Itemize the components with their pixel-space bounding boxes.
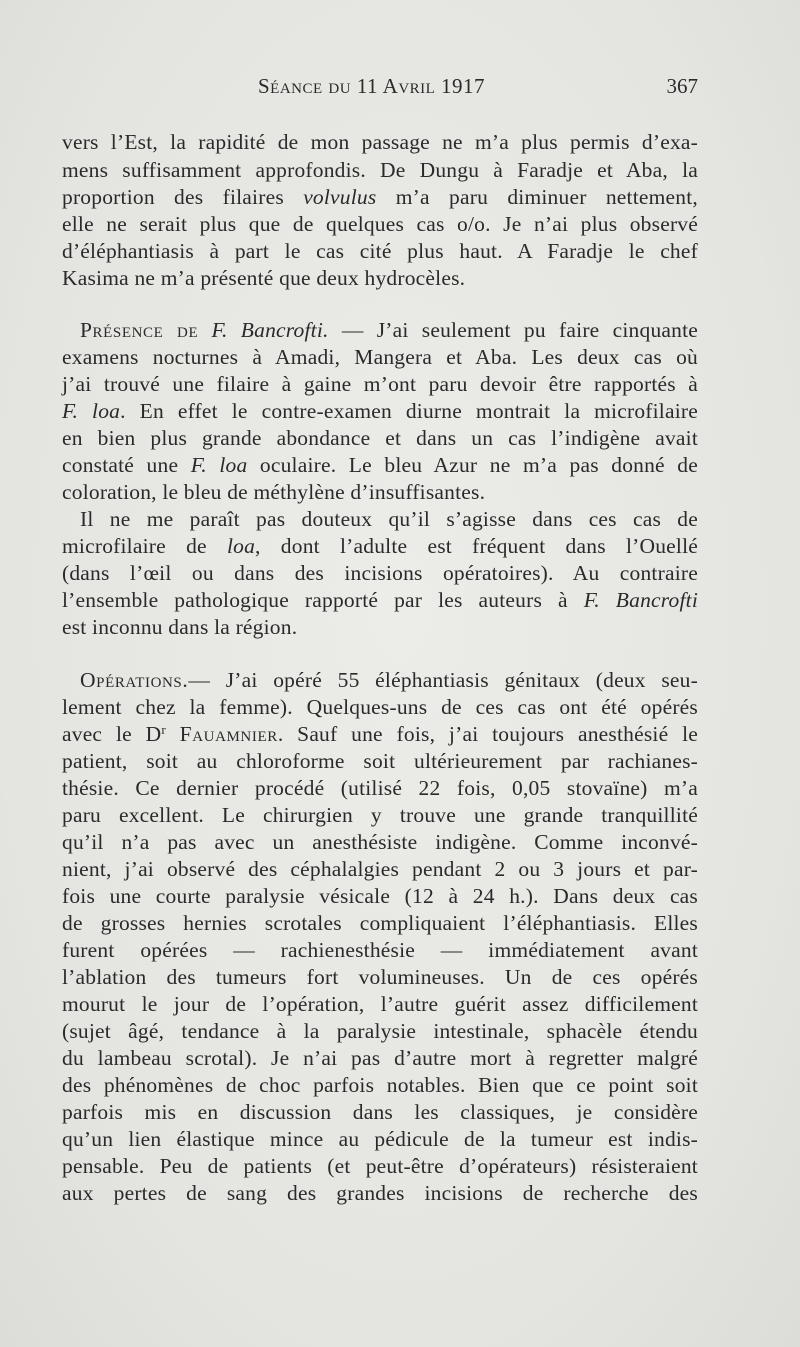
text-line: du lambeau scrotal). Je n’ai pas d’autre mort à regretter malgré xyxy=(62,1046,698,1070)
species-name: F. Bancrofti xyxy=(583,588,698,612)
text-line: furent opérées — rachienesthésie — immédiatement avant xyxy=(62,938,698,962)
species-name: loa xyxy=(226,534,256,558)
person-name: Fauamnier xyxy=(179,722,278,746)
text-fragment: constaté une xyxy=(62,453,191,477)
text-fragment: l’ensemble pathologique rapporté par les auteurs à xyxy=(62,588,584,612)
text-line: Kasima ne m’a présenté que deux hydrocèles. xyxy=(62,266,466,290)
section-heading-species: F. Bancrofti. xyxy=(211,318,329,342)
text-fragment: m’a paru diminuer nettement, xyxy=(376,185,698,209)
section-heading: Opérations. xyxy=(80,668,189,692)
text-line: est inconnu dans la région. xyxy=(62,615,298,639)
text-line: des phénomènes de choc parfois notables. Bien que ce point soit xyxy=(62,1073,698,1097)
text-line: coloration, le bleu de méthylène d’insuffisantes. xyxy=(62,480,486,504)
text-line xyxy=(62,585,698,615)
text-line: aux pertes de sang des grandes incisions de recherche des xyxy=(62,1181,698,1205)
running-head xyxy=(0,74,800,104)
text-line: Il ne me paraît pas douteux qu’il s’agisse dans ces cas de xyxy=(80,507,698,531)
page-number: 367 xyxy=(666,74,698,98)
text-line: en bien plus grande abondance et dans un cas l’indigène avait xyxy=(62,426,698,450)
text-fragment: — J’ai seulement pu faire cinquante xyxy=(341,318,698,342)
text-line: (sujet âgé, tendance à la paralysie intestinale, sphacèle étendu xyxy=(62,1019,698,1043)
text-line: l’ablation des tumeurs fort volumineuses. Un de ces opérés xyxy=(62,965,698,989)
text-line: pensable. Peu de patients (et peut-être d’opérateurs) résisteraient xyxy=(62,1154,698,1178)
text-fragment: . En effet le contre-examen diurne montrait la microfilaire xyxy=(120,399,698,423)
text-fragment: . Sauf une fois, j’ai toujours anesthésié le xyxy=(277,722,698,746)
text-line: j’ai trouvé une filaire à gaine m’ont paru devoir être rapportés à xyxy=(62,372,698,396)
text-line: paru excellent. Le chirurgien y trouve une grande tranquillité xyxy=(62,803,698,827)
text-fragment: microfilaire de xyxy=(62,534,227,558)
species-name: F. loa xyxy=(190,453,248,477)
running-head-title: Séance du 11 Avril 1917 xyxy=(258,74,486,98)
text-line xyxy=(62,396,698,426)
text-fragment: proportion des filaires xyxy=(62,185,304,209)
text-line: patient, soit au chloroforme soit ultérieurement par rachianes- xyxy=(62,749,698,773)
text-line: mourut le jour de l’opération, l’autre guérit assez difficilement xyxy=(62,992,698,1016)
text-line: parfois mis en discussion dans les classiques, je considère xyxy=(62,1100,698,1124)
text-line xyxy=(62,450,698,480)
section-heading: Présence de xyxy=(80,318,199,342)
text-line: lement chez la femme). Quelques-uns de ces cas ont été opérés xyxy=(62,695,698,719)
text-line xyxy=(62,182,698,212)
species-name: volvulus xyxy=(303,185,377,209)
species-name: F. loa xyxy=(62,399,121,423)
text-line xyxy=(80,315,698,345)
text-line: thésie. Ce dernier procédé (utilisé 22 fois, 0,05 stovaïne) m’a xyxy=(62,776,698,800)
text-line: de grosses hernies scrotales compliquaient l’éléphantiasis. Elles xyxy=(62,911,698,935)
text-line: d’éléphantiasis à part le cas cité plus haut. A Faradje le chef xyxy=(62,239,698,263)
text-line xyxy=(80,665,698,695)
text-line: qu’il n’a pas avec un anesthésiste indigène. Comme inconvé- xyxy=(62,830,698,854)
text-line: qu’un lien élastique mince au pédicule de la tumeur est indis- xyxy=(62,1127,698,1151)
text-fragment: avec le D xyxy=(62,722,162,746)
text-line: mens suffisamment approfondis. De Dungu à Faradje et Aba, la xyxy=(62,158,698,182)
text-fragment: — J’ai opéré 55 éléphantiasis génitaux (deux seu- xyxy=(188,668,698,692)
text-line: vers l’Est, la rapidité de mon passage ne m’a plus permis d’exa- xyxy=(62,130,698,154)
text-line: examens nocturnes à Amadi, Mangera et Aba. Les deux cas où xyxy=(62,345,698,369)
text-fragment xyxy=(166,722,180,746)
text-fragment: oculaire. Le bleu Azur ne m’a pas donné de xyxy=(247,453,698,477)
text-line: nient, j’ai observé des céphalalgies pendant 2 ou 3 jours et par- xyxy=(62,857,698,881)
text-fragment: , dont l’adulte est fréquent dans l’Ouellé xyxy=(255,534,698,558)
text-line: elle ne serait plus que de quelques cas o/o. Je n’ai plus observé xyxy=(62,212,698,236)
text-line: (dans l’œil ou dans des incisions opératoires). Au contraire xyxy=(62,561,698,585)
text-line xyxy=(62,719,698,749)
text-line xyxy=(62,531,698,561)
superscript: r xyxy=(161,722,166,737)
text-line: fois une courte paralysie vésicale (12 à 24 h.). Dans deux cas xyxy=(62,884,698,908)
